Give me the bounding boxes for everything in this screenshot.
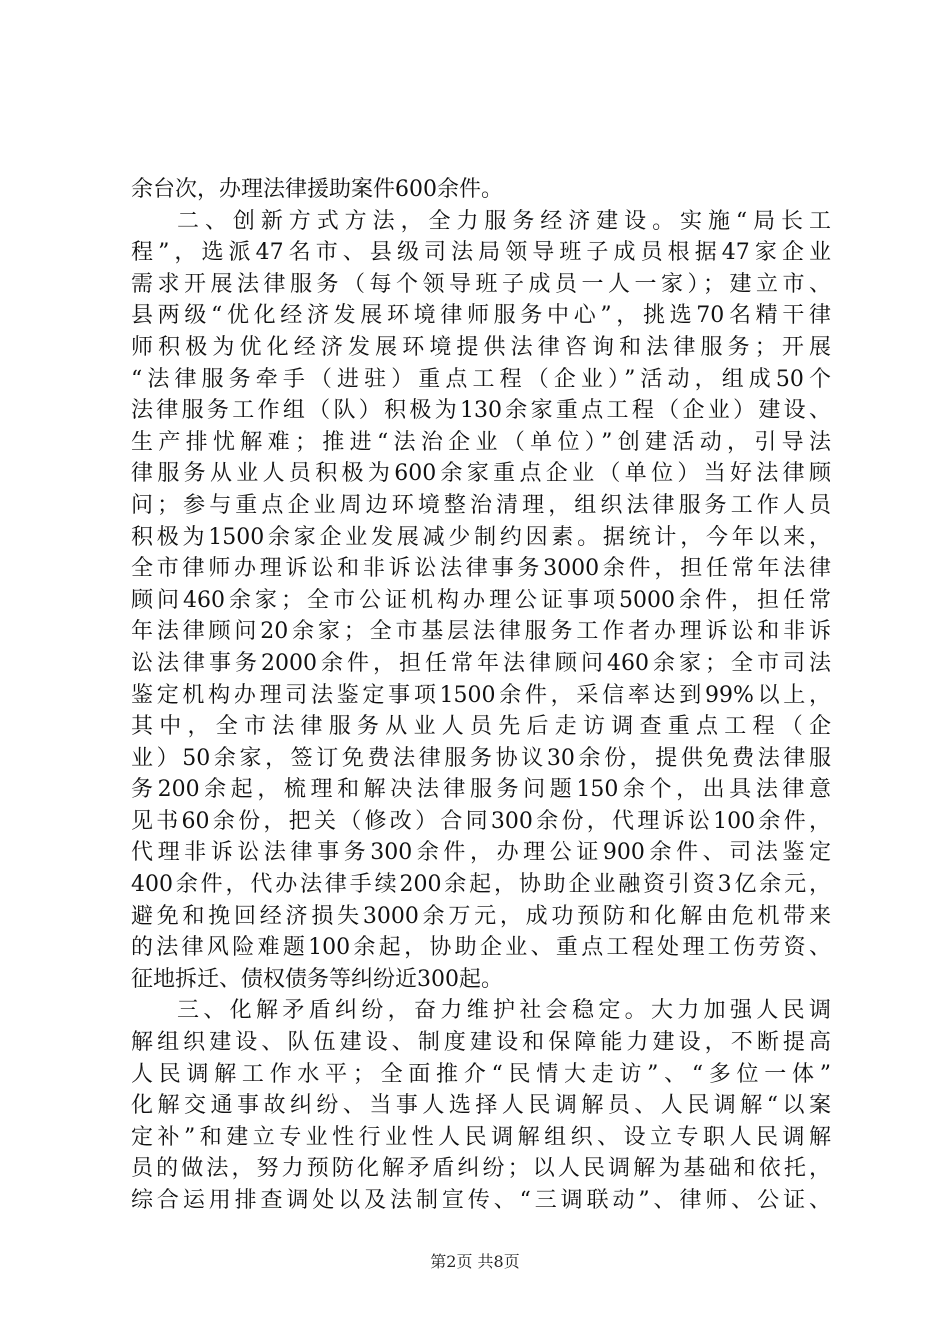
text-line: 综合运用排查调处以及法制宣传、“三调联动”、律师、公证、: [131, 1188, 831, 1213]
text-line: 全市律师办理诉讼和非诉讼法律事务3000余件，担任常年法律: [131, 556, 831, 582]
text-line: 法律服务工作组（队）积极为130余家重点工程（企业）建设、: [131, 398, 831, 424]
text-line: 问；参与重点企业周边环境整治清理，组织法律服务工作人员: [131, 492, 831, 518]
text-line: “法律服务牵手（进驻）重点工程（企业）”活动，组成50个: [131, 366, 831, 392]
text-line: 律服务从业人员积极为600余家重点企业（单位）当好法律顾: [131, 461, 831, 487]
page-number-footer: 第2页 共8页: [430, 1252, 520, 1271]
body-text: [131, 174, 831, 1217]
text-line: 的法律风险难题100余起，协助企业、重点工程处理工伤劳资、: [131, 935, 831, 961]
text-line: 程”，选派47名市、县级司法局领导班子成员根据47家企业: [131, 240, 831, 266]
text-line: 化解交通事故纠纷、当事人选择人民调解员、人民调解“以案: [131, 1093, 831, 1119]
text-line: 讼法律事务2000余件，担任常年法律顾问460余家；全市司法: [131, 650, 831, 676]
text-line: 余台次，办理法律援助案件600余件。: [131, 177, 503, 202]
text-line: 避免和挽回经济损失3000余万元，成功预防和化解由危机带来: [131, 903, 831, 929]
paragraph-2-start: 二、创新方式方法，全力服务经济建设。实施“局长工: [177, 208, 831, 234]
text-line: 鉴定机构办理司法鉴定事项1500余件，采信率达到99%以上，: [131, 682, 831, 708]
text-line: 务200余起，梳理和解决法律服务问题150余个，出具法律意: [131, 777, 831, 803]
text-line: 积极为1500余家企业发展减少制约因素。据统计，今年以来，: [131, 524, 831, 550]
text-line: 见书60余份，把关（修改）合同300余份，代理诉讼100余件，: [131, 808, 831, 834]
text-line: 征地拆迁、债权债务等纠纷近300起。: [131, 966, 503, 992]
text-line: 员的做法，努力预防化解矛盾纠纷；以人民调解为基础和依托，: [131, 1156, 831, 1182]
text-line: 生产排忧解难；推进“法治企业（单位）”创建活动，引导法: [131, 429, 831, 455]
text-line: 年法律顾问20余家；全市基层法律服务工作者办理诉讼和非诉: [131, 619, 831, 645]
text-line: 业）50余家，签订免费法律服务协议30余份，提供免费法律服: [131, 745, 831, 771]
text-line: 400余件，代办法律手续200余起，协助企业融资引资3亿余元，: [131, 872, 831, 898]
text-line: 师积极为优化经济发展环境提供法律咨询和法律服务；开展: [131, 334, 831, 360]
text-line: 需求开展法律服务（每个领导班子成员一人一家）；建立市、: [131, 271, 831, 297]
text-line: 解组织建设、队伍建设、制度建设和保障能力建设，不断提高: [131, 1030, 831, 1056]
text-line: 人民调解工作水平；全面推介“民情大走访”、“多位一体”: [131, 1061, 831, 1087]
text-line: 其中，全市法律服务从业人员先后走访调查重点工程（企: [131, 714, 831, 740]
paragraph-3-start: 三、化解矛盾纠纷，奋力维护社会稳定。大力加强人民调: [177, 998, 831, 1024]
text-line: 县两级“优化经济发展环境律师服务中心”，挑选70名精干律: [131, 303, 831, 329]
text-line: 定补”和建立专业性行业性人民调解组织、设立专职人民调解: [131, 1124, 831, 1150]
text-line: 代理非诉讼法律事务300余件，办理公证900余件、司法鉴定: [131, 840, 831, 866]
text-line: 顾问460余家；全市公证机构办理公证事项5000余件，担任常: [131, 587, 831, 613]
